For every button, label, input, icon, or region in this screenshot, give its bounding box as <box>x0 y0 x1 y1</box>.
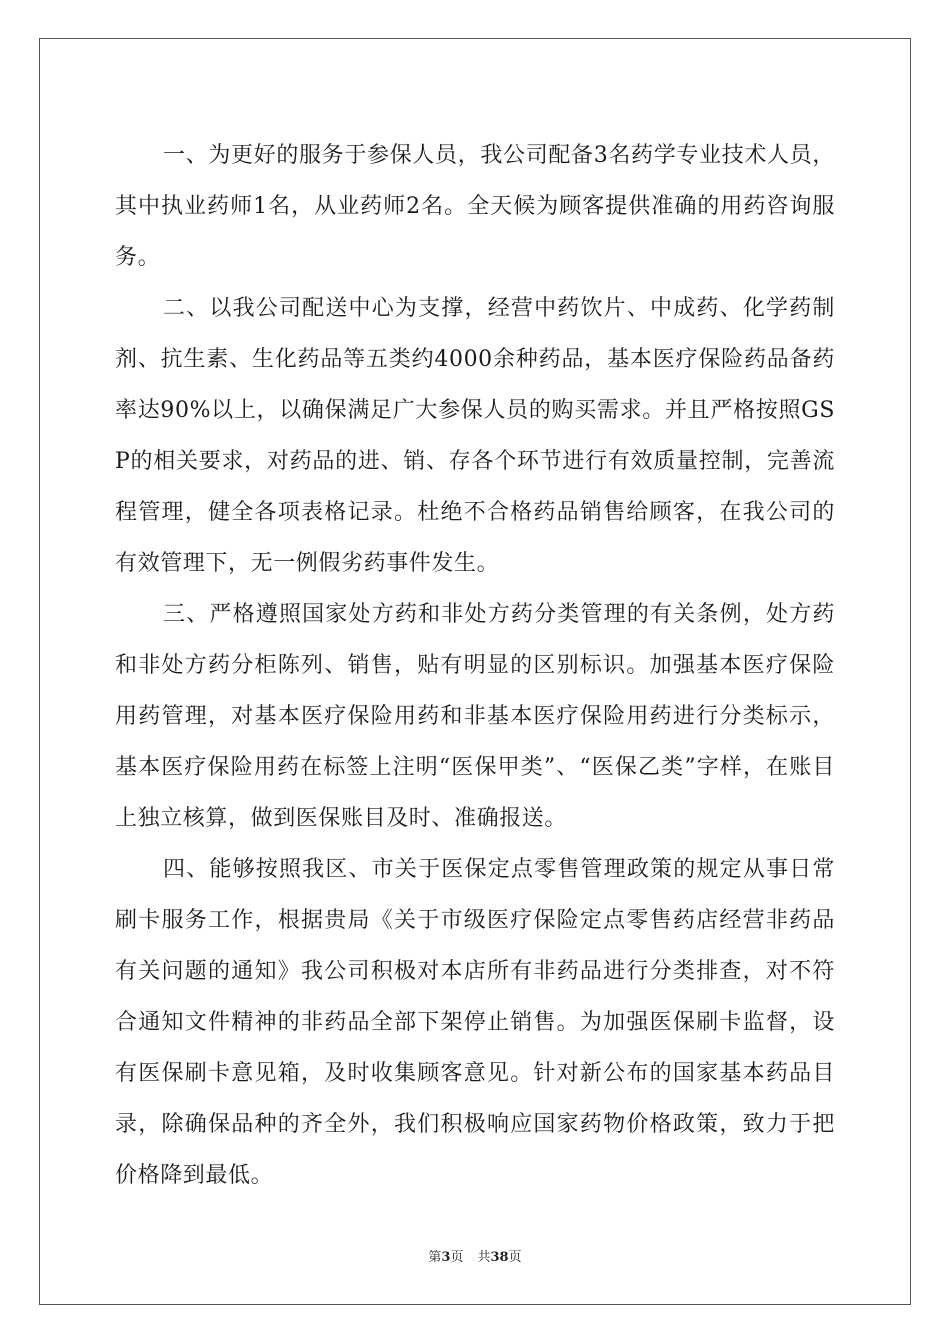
page-prefix: 第 <box>428 1250 442 1265</box>
page-suffix: 页 <box>450 1250 464 1265</box>
paragraph-1: 一、为更好的服务于参保人员，我公司配备3名药学专业技术人员，其中执业药师1名，从业药师2名。全天候为顾客提供准确的用药咨询服务。 <box>115 143 835 270</box>
document-body <box>115 130 835 1201</box>
page-footer <box>0 1246 950 1265</box>
total-pages: 38 <box>490 1250 509 1265</box>
paragraph-2: 二、以我公司配送中心为支撑，经营中药饮片、中成药、化学药制剂、抗生素、生化药品等五类约4000余种药品，基本医疗保险药品备药率达90%以上，以确保满足广大参保人员的购买需求。并且严格按照GSP的相关要求，对药品的进、销、存各个环节进行有效质量控制，完善流程管理，健全各项表格记录。杜绝不合格药品销售给顾客，在我公司的有效管理下，无一例假劣药事件发生。 <box>115 296 835 576</box>
paragraph-3: 三、严格遵照国家处方药和非处方药分类管理的有关条例，处方药和非处方药分柜陈列、销售，贴有明显的区别标识。加强基本医疗保险用药管理，对基本医疗保险用药和非基本医疗保险用药进行分类标示，基本医疗保险用药在标签上注明“医保甲类”、“医保乙类”字样，在账目上独立核算，做到医保账目及时、准确报送。 <box>115 602 835 831</box>
total-suffix: 页 <box>508 1250 522 1265</box>
paragraph-4: 四、能够按照我区、市关于医保定点零售管理政策的规定从事日常刷卡服务工作，根据贵局《关于市级医疗保险定点零售药店经营非药品有关问题的通知》我公司积极对本店所有非药品进行分类排查，对不符合通知文件精神的非药品全部下架停止销售。为加强医保刷卡监督，设有医保刷卡意见箱，及时收集顾客意见。针对新公布的国家基本药品目录，除确保品种的齐全外，我们积极响应国家药物价格政策，致力于把价格降到最低。 <box>115 857 835 1188</box>
total-prefix: 共 <box>477 1250 491 1265</box>
page-number: 3 <box>441 1250 451 1265</box>
